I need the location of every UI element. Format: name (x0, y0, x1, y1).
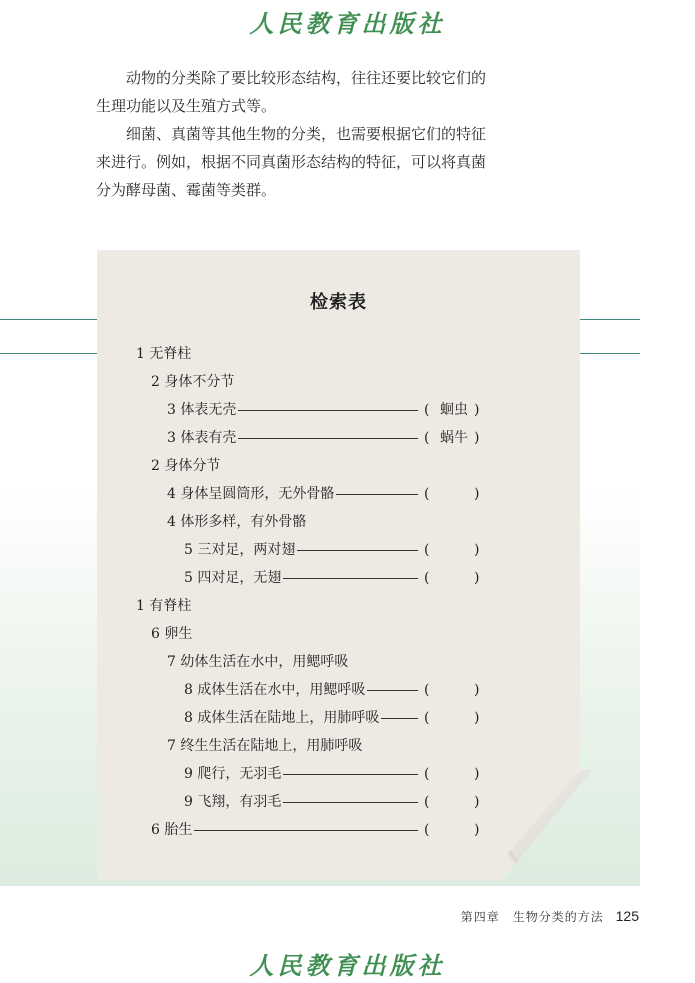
key-line-text: 3 体表有壳 (167, 430, 237, 446)
answer-blank[interactable] (424, 427, 484, 449)
key-line-text: 8 成体生活在陆地上，用肺呼吸 (184, 710, 380, 726)
answer-blank[interactable] (424, 679, 484, 701)
page-footer (461, 908, 639, 925)
key-line (151, 819, 420, 841)
paren-close: ) (474, 794, 480, 810)
key-line (167, 511, 306, 533)
leader-line (367, 690, 418, 691)
paren-open: ( (424, 430, 430, 446)
leader-line (283, 578, 418, 579)
publisher-footer: 人民教育出版社 (249, 951, 446, 980)
answer-text: 蛔虫 (440, 402, 468, 418)
key-line (151, 623, 192, 645)
paren-close: ) (474, 542, 480, 558)
key-line-text: 4 身体呈圆筒形，无外骨骼 (167, 486, 335, 502)
key-line-text: 1 有脊柱 (136, 598, 192, 614)
key-line (167, 427, 420, 449)
key-line-text: 7 幼体生活在水中，用鳃呼吸 (167, 654, 349, 670)
paren-open: ( (424, 710, 430, 726)
key-line-text: 6 卵生 (151, 626, 193, 642)
leader-line (283, 802, 418, 803)
leader-line (283, 774, 418, 775)
paren-close: ) (474, 430, 480, 446)
key-line (167, 735, 362, 757)
paren-close: ) (474, 822, 480, 838)
paren-open: ( (424, 402, 430, 418)
leader-line (381, 718, 418, 719)
answer-blank[interactable] (424, 567, 484, 589)
key-line (167, 399, 420, 421)
page-number: 125 (615, 908, 639, 924)
intro-text (96, 64, 496, 204)
key-line (184, 763, 420, 785)
leader-line (238, 438, 418, 439)
paren-open: ( (424, 682, 430, 698)
paren-open: ( (424, 822, 430, 838)
answer-blank[interactable] (424, 707, 484, 729)
key-line (184, 567, 420, 589)
intro-paragraph: 细菌、真菌等其他生物的分类，也需要根据它们的特征来进行。例如，根据不同真菌形态结构的特征，可以将真菌分为酵母菌、霉菌等类群。 (96, 125, 487, 199)
leader-line (297, 550, 418, 551)
answer-blank[interactable] (424, 763, 484, 785)
key-line-text: 6 胎生 (151, 822, 193, 838)
key-line-text: 8 成体生活在水中，用鳃呼吸 (184, 682, 366, 698)
answer-blank[interactable] (424, 399, 484, 421)
paren-close: ) (474, 486, 480, 502)
paren-close: ) (474, 570, 480, 586)
paren-open: ( (424, 766, 430, 782)
answer-blank[interactable] (424, 539, 484, 561)
paren-close: ) (474, 402, 480, 418)
key-line (167, 651, 348, 673)
paren-open: ( (424, 542, 430, 558)
key-line-text: 5 三对足，两对翅 (184, 542, 296, 558)
key-line (184, 539, 420, 561)
key-line (167, 483, 420, 505)
key-title: 检索表 (310, 292, 367, 313)
key-line (136, 343, 191, 365)
key-line (184, 707, 420, 729)
paren-close: ) (474, 766, 480, 782)
paren-open: ( (424, 794, 430, 810)
paren-close: ) (474, 682, 480, 698)
key-line-text: 4 体形多样，有外骨骼 (167, 514, 307, 530)
paren-open: ( (424, 570, 430, 586)
key-line (151, 371, 234, 393)
key-line (151, 455, 220, 477)
key-line-text: 2 身体分节 (151, 458, 221, 474)
chapter-title: 第四章 生物分类的方法 (460, 910, 604, 924)
leader-line (238, 410, 418, 411)
paren-open: ( (424, 486, 430, 502)
key-line (184, 791, 420, 813)
key-line-text: 3 体表无壳 (167, 402, 237, 418)
answer-blank[interactable] (424, 819, 484, 841)
key-line-text: 1 无脊柱 (136, 346, 192, 362)
leader-line (336, 494, 418, 495)
key-line-text: 9 爬行，无羽毛 (184, 766, 282, 782)
answer-blank[interactable] (424, 791, 484, 813)
paren-close: ) (474, 710, 480, 726)
intro-paragraph: 动物的分类除了要比较形态结构，往往还要比较它们的生理功能以及生殖方式等。 (96, 69, 487, 115)
key-line-text: 7 终生生活在陆地上，用肺呼吸 (167, 738, 363, 754)
key-line-text: 9 飞翔，有羽毛 (184, 794, 282, 810)
answer-blank[interactable] (424, 483, 484, 505)
publisher-header: 人民教育出版社 (249, 9, 446, 38)
answer-text: 蜗牛 (440, 430, 468, 446)
leader-line (194, 830, 418, 831)
key-line (184, 679, 420, 701)
key-line-text: 2 身体不分节 (151, 374, 235, 390)
key-line-text: 5 四对足，无翅 (184, 570, 282, 586)
key-line (136, 595, 191, 617)
